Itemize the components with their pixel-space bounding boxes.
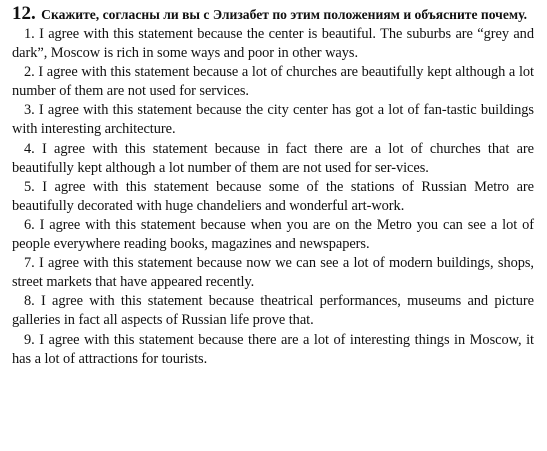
answer-item	[12, 178, 534, 216]
answer-number: 2.	[24, 64, 35, 81]
answer-item	[12, 25, 534, 63]
task-number: 12.	[12, 3, 36, 24]
answer-text: I agree with this statement because the city center has got a lot of fan-tastic buildings with interesting architecture.	[12, 102, 534, 138]
answer-item	[12, 331, 534, 369]
answer-item	[12, 292, 534, 330]
answer-text: I agree with this statement because theatrical performances, museums and picture galleries in fact all aspects of Russian life prove that.	[12, 293, 534, 329]
answer-text: I agree with this statement because now we can see a lot of modern buildings, shops, street markets that have appeared recently.	[12, 255, 534, 291]
answer-number: 3.	[24, 102, 35, 119]
answer-text: I agree with this statement because there are a lot of interesting things in Moscow, it has a lot of attractions for tourists.	[12, 331, 534, 367]
answer-number: 5.	[24, 178, 35, 195]
answer-text: I agree with this statement because the center is beautiful. The suburbs are “grey and dark”, Moscow is rich in some ways and poor in other ways.	[12, 26, 534, 62]
answer-number: 4.	[24, 140, 35, 157]
document-page	[12, 4, 534, 369]
answer-text: I agree with this statement because when you are on the Metro you can see a lot of people everywhere reading books, magazines and newspapers.	[12, 216, 534, 253]
answer-list	[12, 25, 534, 369]
answer-text: I agree with this statement because in fact there are a lot of churches that are beautifully kept although a lot number of them are not used for ser-vices.	[12, 140, 534, 176]
answer-number: 6.	[24, 216, 35, 233]
answer-text: I agree with this statement because some of the stations of Russian Metro are beautifully decorated with huge chandeliers and wonderful art-work.	[12, 178, 534, 214]
task-header	[12, 4, 534, 24]
answer-number: 9.	[24, 331, 35, 348]
answer-number: 1.	[24, 26, 35, 42]
answer-item	[12, 254, 534, 292]
answer-item	[12, 216, 534, 254]
task-instruction: Скажите, согласны ли вы с Элизабет по этим положениям и объясните почему.	[41, 7, 527, 22]
answer-item	[12, 140, 534, 178]
answer-item	[12, 63, 534, 101]
answer-item	[12, 101, 534, 139]
answer-number: 8.	[24, 293, 35, 310]
answer-number: 7.	[24, 255, 35, 272]
answer-text: I agree with this statement because a lot of churches are beautifully kept although a lot number of them are not used for services.	[12, 64, 534, 100]
